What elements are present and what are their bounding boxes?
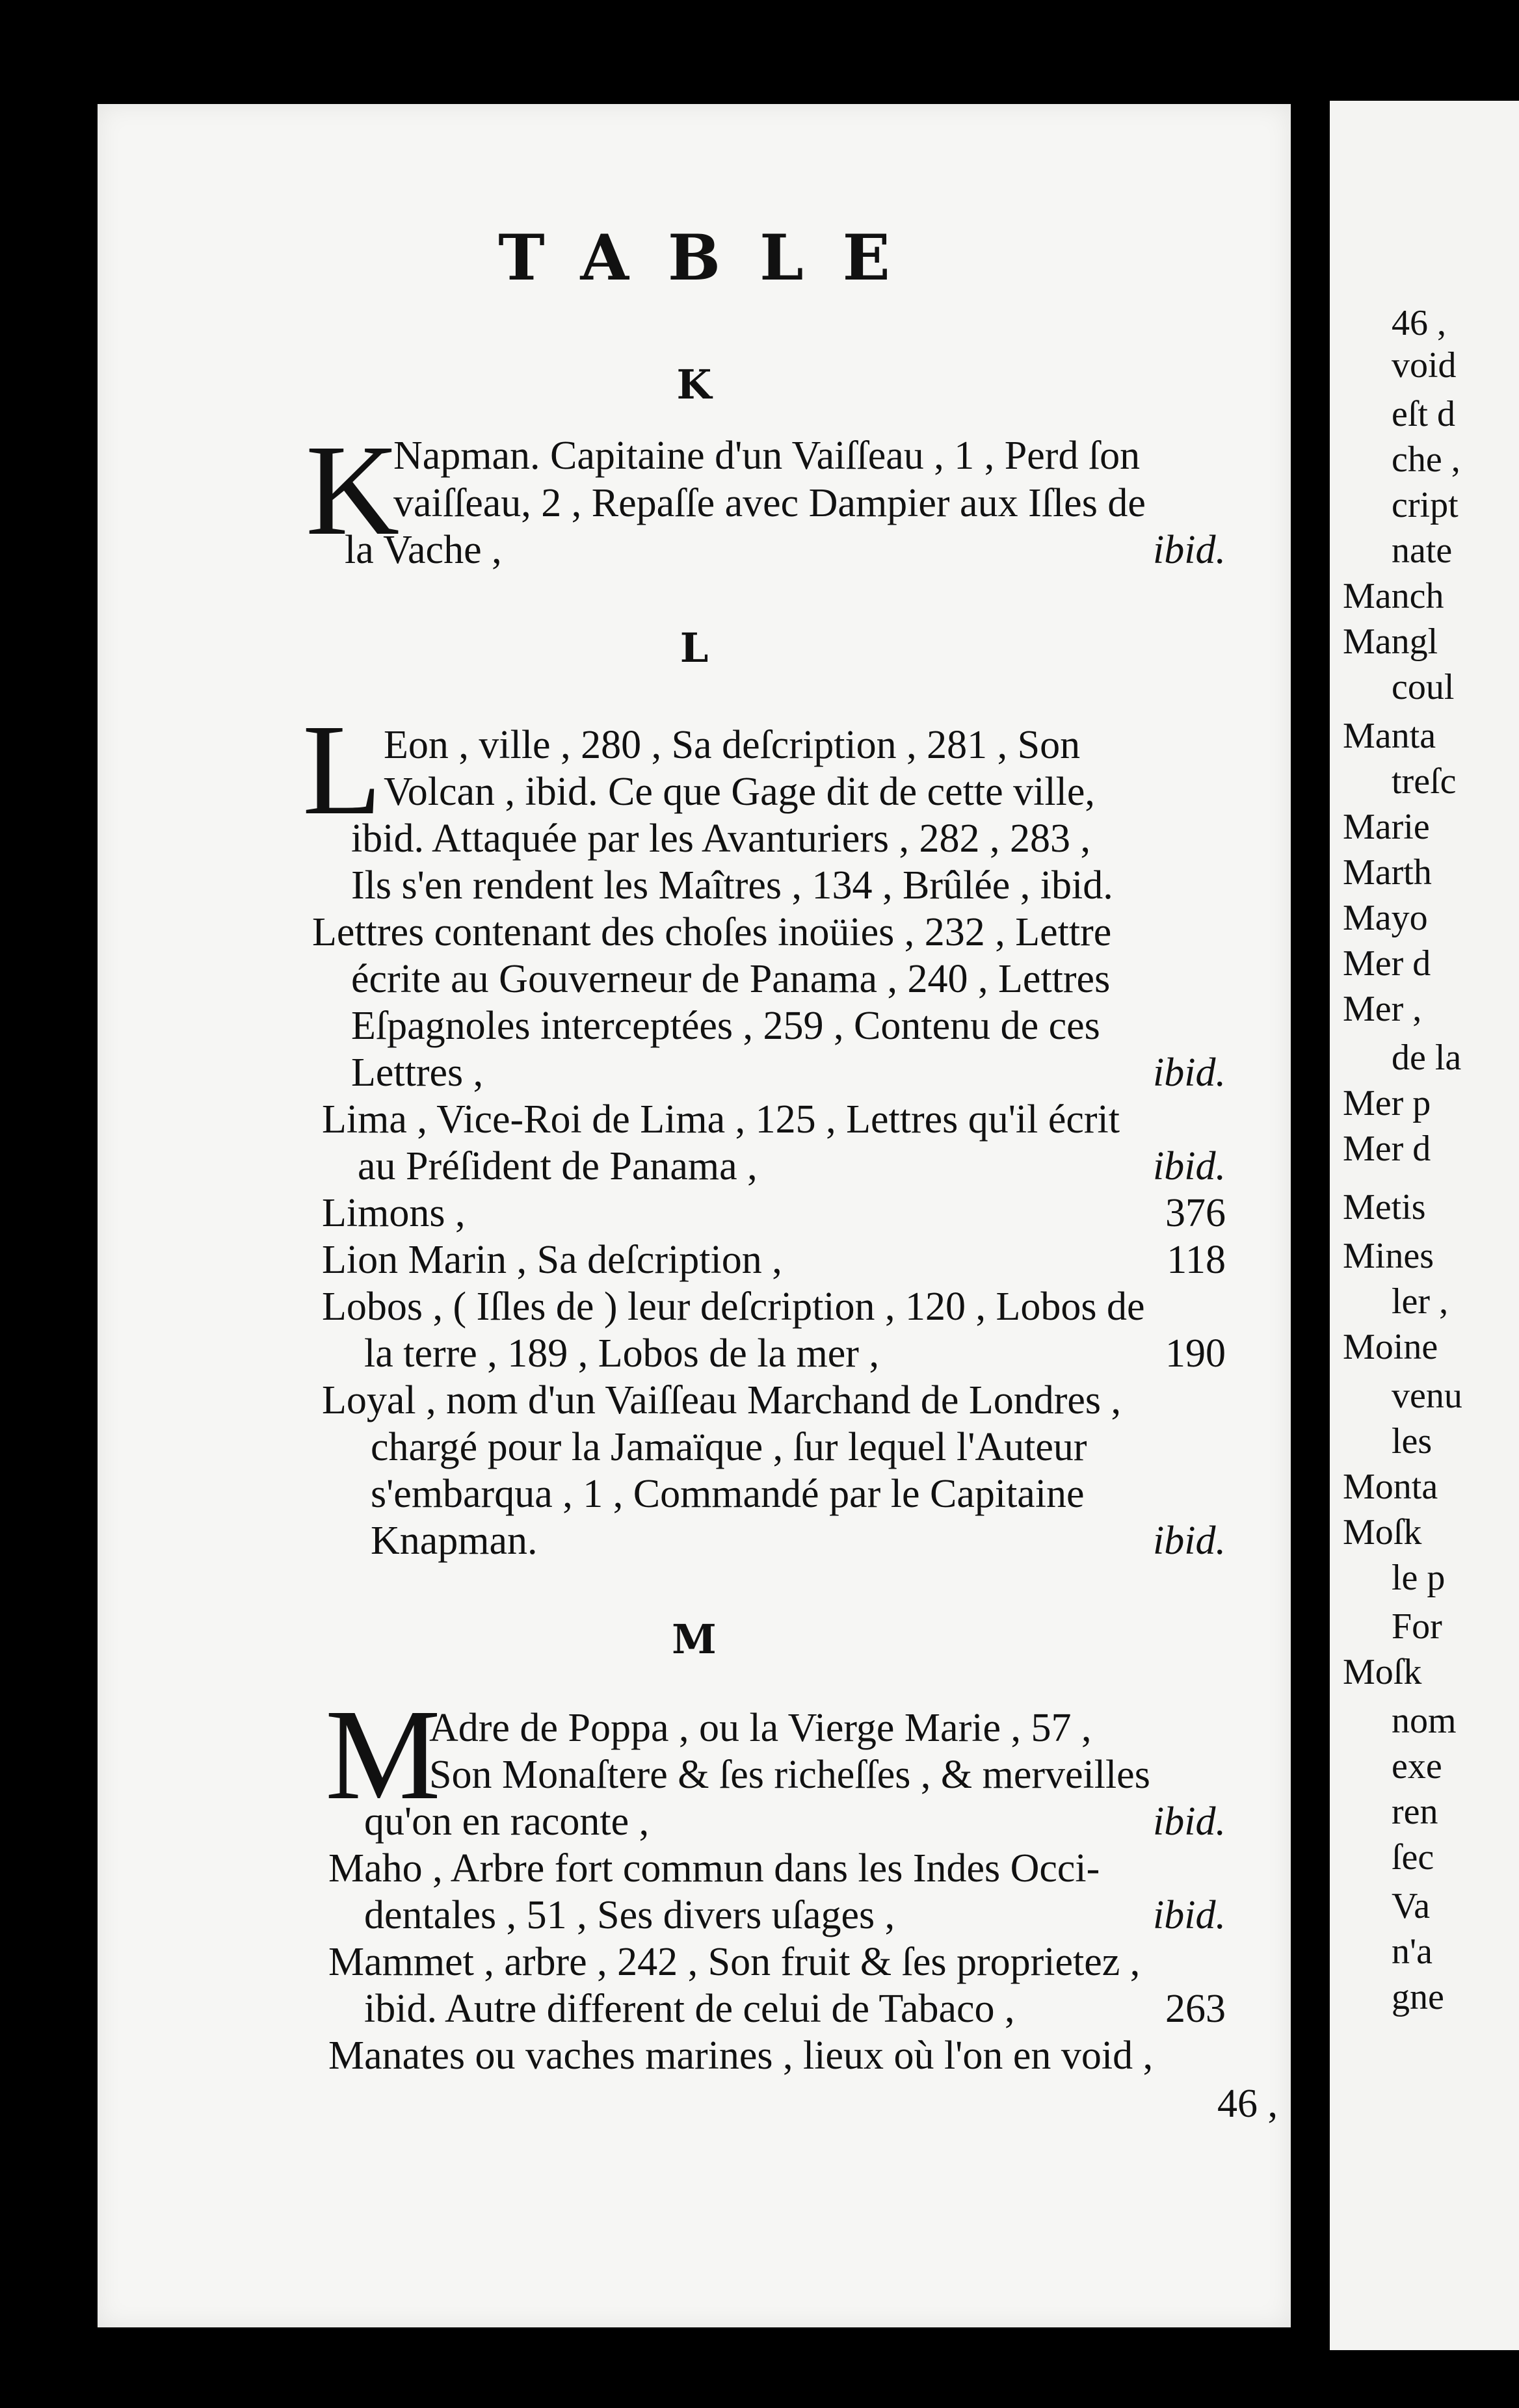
right-page-line: Moſk: [1343, 1512, 1422, 1552]
entry-line: Eon , ville , 280 , Sa deſcription , 281 , Son: [384, 723, 1081, 767]
right-page-line: de la: [1392, 1038, 1462, 1078]
right-page-line: void: [1392, 345, 1457, 386]
entry-line: Adre de Poppa , ou la Vierge Marie , 57 ,: [429, 1706, 1092, 1750]
right-page-line: nom: [1392, 1701, 1457, 1741]
entry-line: Manates ou vaches marines , lieux où l'on en void ,: [328, 2034, 1154, 2078]
right-page-line: For: [1392, 1606, 1442, 1647]
right-page-line: gne: [1392, 1977, 1444, 2017]
entry-line: Lima , Vice-Roi de Lima , 125 , Lettres qu'il écrit: [322, 1097, 1120, 1142]
entry-line: au Préſident de Panama , ibid.: [358, 1144, 1226, 1188]
right-page-line: Monta: [1343, 1467, 1438, 1507]
right-page-line: n'a: [1392, 1931, 1433, 1972]
right-page-line: ſec: [1392, 1837, 1434, 1878]
right-page-line: Manta: [1343, 716, 1436, 756]
right-page-line: Mangl: [1343, 622, 1438, 662]
entry-line: ibid. Attaquée par les Avanturiers , 282 , 283 ,: [351, 817, 1091, 861]
drop-cap-l: L: [302, 698, 382, 842]
right-page-line: Manch: [1343, 576, 1444, 616]
entry-line: Napman. Capitaine d'un Vaiſſeau , 1 , Perd ſon: [393, 434, 1141, 478]
page-title: TABLE: [498, 221, 929, 294]
section-heading-l: L: [680, 624, 709, 672]
entry-line: Volcan , ibid. Ce que Gage dit de cette ville,: [384, 770, 1095, 814]
entry-line: dentales , 51 , Ses divers uſages , ibid.: [364, 1893, 1226, 1937]
entry-line: Lettres , ibid.: [351, 1051, 1226, 1095]
right-page-line: ren: [1392, 1792, 1438, 1832]
right-page-line: les: [1392, 1421, 1433, 1461]
right-page-line: Mer d: [1343, 1129, 1431, 1169]
right-page-line: Metis: [1343, 1187, 1426, 1227]
left-page: [98, 104, 1291, 2327]
entry-line: Knapman. ibid.: [371, 1519, 1226, 1563]
entry-line: Son Monaſtere & ſes richeſſes , & merveilles: [429, 1753, 1150, 1797]
right-page-line: eſt d: [1392, 394, 1455, 434]
right-page-line: le p: [1392, 1558, 1446, 1598]
right-page-line: Va: [1392, 1886, 1431, 1926]
entry-line: Eſpagnoles interceptées , 259 , Contenu de ces: [351, 1004, 1100, 1048]
entry-line: Lettres contenant des choſes inoüies , 232 , Lettre: [312, 910, 1112, 954]
right-page-line: Moſk: [1343, 1652, 1422, 1692]
entry-line: vaiſſeau, 2 , Repaſſe avec Dampier aux Iſles de: [393, 481, 1146, 525]
right-page-fragment: [1330, 101, 1519, 2350]
entry-line: Maho , Arbre fort commun dans les Indes Occi-: [328, 1846, 1100, 1891]
right-page-line: Mayo: [1343, 898, 1428, 938]
right-page-line: che ,: [1392, 439, 1460, 480]
entry-line: chargé pour la Jamaïque , ſur lequel l'Auteur: [371, 1425, 1087, 1469]
right-page-line: Mer p: [1343, 1083, 1431, 1123]
right-page-line: venu: [1392, 1376, 1462, 1416]
right-page-line: Mines: [1343, 1236, 1434, 1276]
section-heading-m: M: [672, 1616, 717, 1663]
drop-cap-m: M: [325, 1683, 441, 1827]
entry-line: écrite au Gouverneur de Panama , 240 , Lettres: [351, 957, 1111, 1001]
entry-line: Lion Marin , Sa deſcription , 118: [322, 1238, 1226, 1282]
right-page-line: nate: [1392, 530, 1453, 571]
entry-line: Ils s'en rendent les Maîtres , 134 , Brûlée , ibid.: [351, 863, 1113, 908]
entry-line: s'embarqua , 1 , Commandé par le Capitaine: [371, 1472, 1085, 1516]
catchword: 46 ,: [1217, 2082, 1278, 2126]
right-page-line: Mer d: [1343, 943, 1431, 984]
right-page-line: coul: [1392, 667, 1455, 707]
entry-line: la terre , 189 , Lobos de la mer , 190: [364, 1331, 1226, 1376]
entry-line: Loyal , nom d'un Vaiſſeau Marchand de Londres ,: [322, 1378, 1122, 1422]
section-heading-k: K: [676, 361, 712, 408]
entry-line: qu'on en raconte , ibid.: [364, 1799, 1226, 1844]
right-page-line: 46 ,: [1392, 303, 1446, 343]
right-page-line: exe: [1392, 1746, 1442, 1786]
right-page-line: Moine: [1343, 1327, 1438, 1367]
entry-line: Limons , 376: [322, 1191, 1226, 1235]
right-page-line: Mer ,: [1343, 989, 1422, 1029]
right-page-line: ler ,: [1392, 1281, 1449, 1322]
right-page-line: cript: [1392, 485, 1459, 525]
right-page-line: Marie: [1343, 807, 1430, 847]
right-page-line: treſc: [1392, 761, 1457, 802]
entry-line: Lobos , ( Iſles de ) leur deſcription , 120 , Lobos de: [322, 1285, 1145, 1329]
entry-line: la Vache , ibid.: [345, 528, 1226, 572]
right-page-line: Marth: [1343, 852, 1432, 893]
entry-line: Mammet , arbre , 242 , Son fruit & ſes proprietez ,: [328, 1940, 1141, 1984]
entry-line: ibid. Autre different de celui de Tabaco , 263: [364, 1987, 1226, 2031]
drop-cap-k: K: [306, 419, 400, 562]
